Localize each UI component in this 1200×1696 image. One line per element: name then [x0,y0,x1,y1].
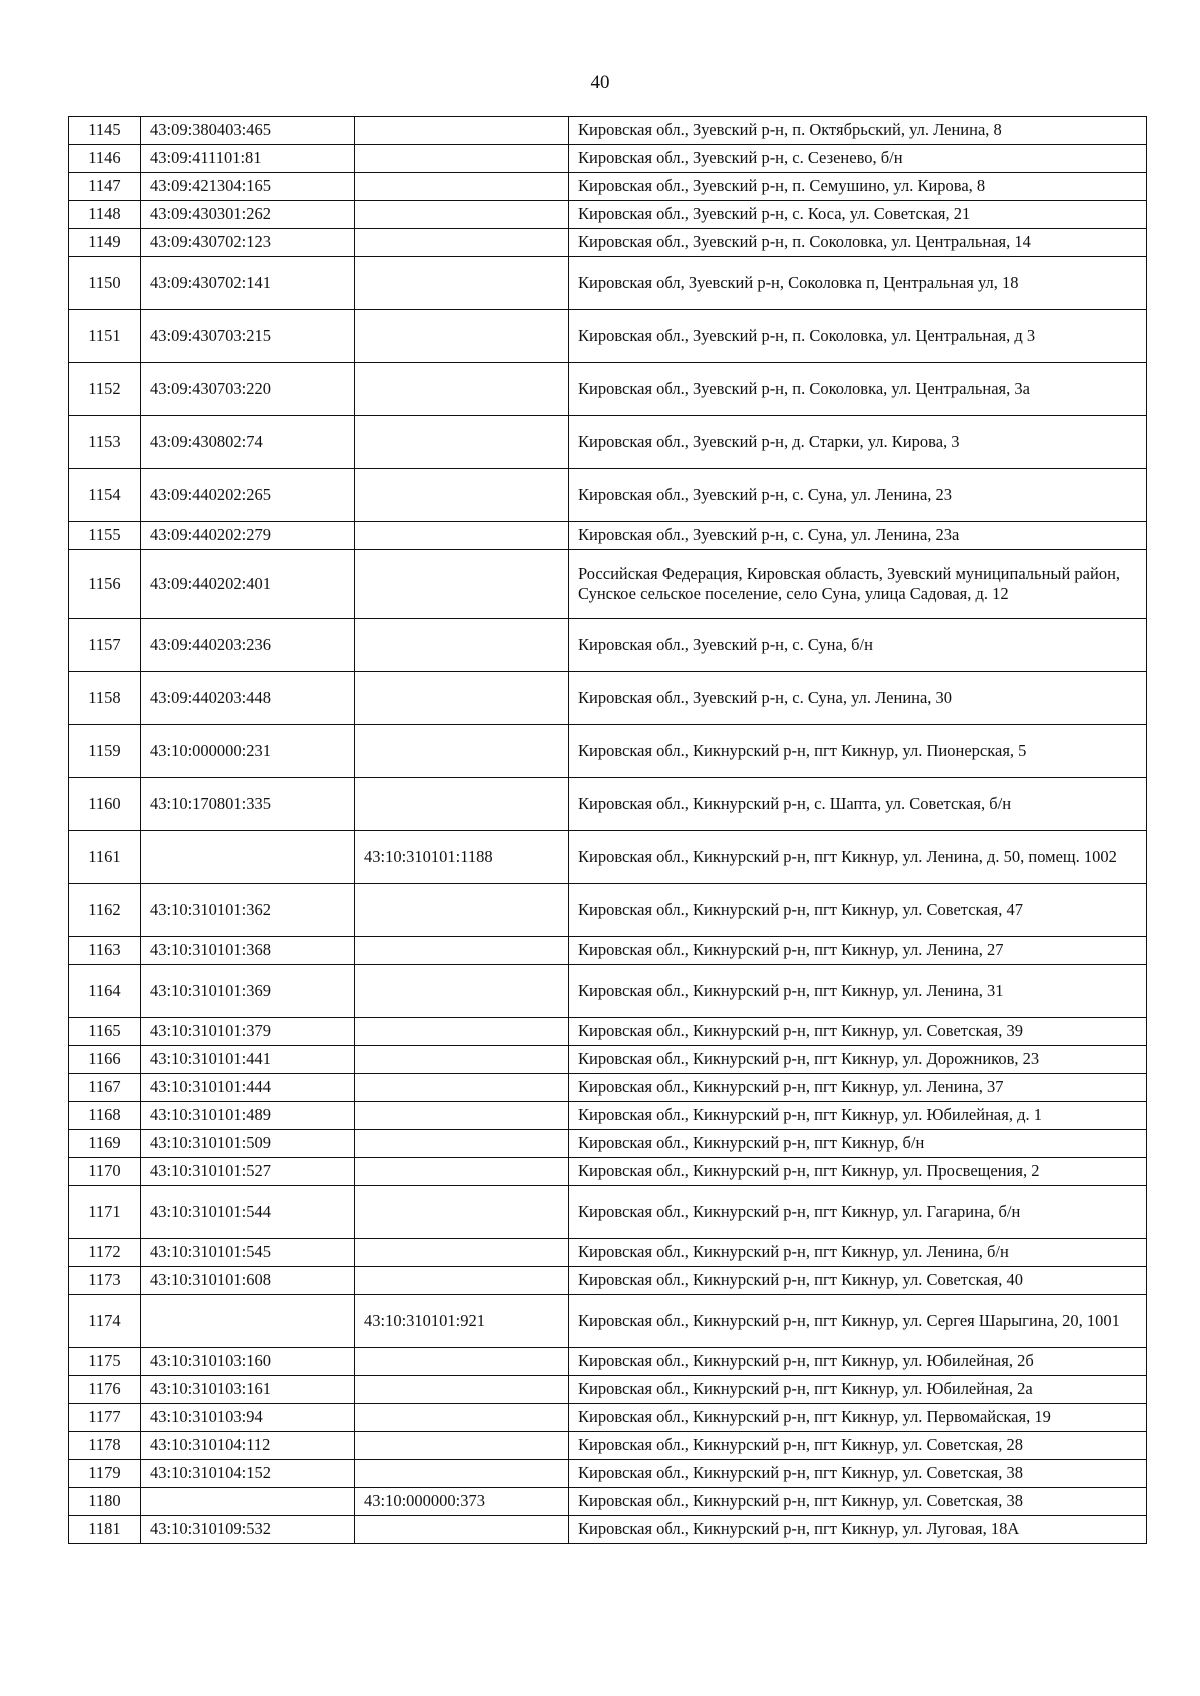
table-row [69,884,1147,937]
address-cell: Кировская обл, Зуевский р-н, Соколовка п, Центральная ул, 18 [569,257,1147,310]
premises-number-cell [355,1404,569,1432]
premises-number-cell [355,550,569,619]
cadastral-number-cell: 43:10:000000:231 [141,725,355,778]
table-row [69,1018,1147,1046]
table-row [69,201,1147,229]
premises-number-cell: 43:10:310101:1188 [355,831,569,884]
premises-number-cell [355,619,569,672]
cadastral-number-cell: 43:10:310101:527 [141,1158,355,1186]
cadastral-number-cell: 43:09:411101:81 [141,145,355,173]
table-row [69,522,1147,550]
page-number: 40 [590,72,610,93]
row-number-cell: 1169 [69,1130,141,1158]
row-number-cell: 1174 [69,1295,141,1348]
row-number-cell: 1158 [69,672,141,725]
table-row [69,1158,1147,1186]
table-row [69,937,1147,965]
premises-number-cell [355,778,569,831]
row-number-cell: 1172 [69,1239,141,1267]
table-row [69,1488,1147,1516]
premises-number-cell [355,1267,569,1295]
table-row [69,1432,1147,1460]
premises-number-cell [355,1130,569,1158]
address-cell: Кировская обл., Зуевский р-н, п. Соколовка, ул. Центральная, 3а [569,363,1147,416]
table-row [69,257,1147,310]
address-cell: Кировская обл., Зуевский р-н, с. Суна, ул. Ленина, 23 [569,469,1147,522]
cadastral-number-cell: 43:10:310101:545 [141,1239,355,1267]
address-cell: Кировская обл., Кикнурский р-н, пгт Кикнур, ул. Советская, 47 [569,884,1147,937]
premises-number-cell [355,229,569,257]
premises-number-cell [355,1186,569,1239]
address-cell: Кировская обл., Зуевский р-н, с. Суна, ул. Ленина, 23а [569,522,1147,550]
address-cell: Кировская обл., Зуевский р-н, п. Соколовка, ул. Центральная, д 3 [569,310,1147,363]
address-cell: Кировская обл., Кикнурский р-н, пгт Кикнур, ул. Ленина, д. 50, помещ. 1002 [569,831,1147,884]
premises-number-cell [355,1432,569,1460]
cadastral-number-cell: 43:10:310101:441 [141,1046,355,1074]
premises-number-cell [355,1516,569,1544]
row-number-cell: 1161 [69,831,141,884]
table-row [69,229,1147,257]
row-number-cell: 1152 [69,363,141,416]
premises-number-cell [355,1158,569,1186]
premises-number-cell [355,310,569,363]
cadastral-number-cell: 43:09:440202:279 [141,522,355,550]
address-cell: Кировская обл., Зуевский р-н, д. Старки, ул. Кирова, 3 [569,416,1147,469]
table-row [69,310,1147,363]
row-number-cell: 1150 [69,257,141,310]
address-cell: Кировская обл., Кикнурский р-н, пгт Кикнур, ул. Луговая, 18А [569,1516,1147,1544]
premises-number-cell [355,363,569,416]
cadastral-number-cell: 43:09:430703:215 [141,310,355,363]
premises-number-cell [355,1074,569,1102]
row-number-cell: 1151 [69,310,141,363]
table-row [69,1295,1147,1348]
cadastral-number-cell: 43:10:310101:544 [141,1186,355,1239]
property-table-body [69,117,1147,1544]
table-row [69,1239,1147,1267]
address-cell: Кировская обл., Кикнурский р-н, пгт Кикнур, ул. Советская, 28 [569,1432,1147,1460]
row-number-cell: 1155 [69,522,141,550]
address-cell: Кировская обл., Кикнурский р-н, с. Шапта, ул. Советская, б/н [569,778,1147,831]
address-cell: Кировская обл., Кикнурский р-н, пгт Кикнур, ул. Ленина, 31 [569,965,1147,1018]
address-cell: Кировская обл., Кикнурский р-н, пгт Кикнур, ул. Сергея Шарыгина, 20, 1001 [569,1295,1147,1348]
address-cell: Кировская обл., Кикнурский р-н, пгт Кикнур, ул. Просвещения, 2 [569,1158,1147,1186]
cadastral-number-cell: 43:09:430702:141 [141,257,355,310]
premises-number-cell [355,173,569,201]
premises-number-cell [355,1460,569,1488]
row-number-cell: 1178 [69,1432,141,1460]
premises-number-cell [355,1046,569,1074]
cadastral-number-cell: 43:10:310101:368 [141,937,355,965]
premises-number-cell [355,522,569,550]
table-row [69,173,1147,201]
row-number-cell: 1177 [69,1404,141,1432]
cadastral-number-cell: 43:10:310103:160 [141,1348,355,1376]
premises-number-cell [355,469,569,522]
row-number-cell: 1159 [69,725,141,778]
address-cell: Кировская обл., Зуевский р-н, с. Коса, ул. Советская, 21 [569,201,1147,229]
row-number-cell: 1146 [69,145,141,173]
address-cell: Кировская обл., Зуевский р-н, с. Сезенево, б/н [569,145,1147,173]
table-row [69,550,1147,619]
premises-number-cell [355,725,569,778]
cadastral-number-cell: 43:10:310101:369 [141,965,355,1018]
row-number-cell: 1173 [69,1267,141,1295]
cadastral-number-cell: 43:10:310103:161 [141,1376,355,1404]
address-cell: Российская Федерация, Кировская область, Зуевский муниципальный район, Сунское сельское поселение, село Суна, улица Садовая, д. 12 [569,550,1147,619]
address-cell: Кировская обл., Кикнурский р-н, пгт Кикнур, ул. Ленина, 37 [569,1074,1147,1102]
cadastral-number-cell [141,831,355,884]
row-number-cell: 1145 [69,117,141,145]
premises-number-cell [355,416,569,469]
table-row [69,1186,1147,1239]
table-row [69,725,1147,778]
table-row [69,672,1147,725]
row-number-cell: 1171 [69,1186,141,1239]
row-number-cell: 1162 [69,884,141,937]
cadastral-number-cell: 43:10:170801:335 [141,778,355,831]
cadastral-number-cell: 43:10:310101:608 [141,1267,355,1295]
cadastral-number-cell: 43:09:440202:401 [141,550,355,619]
cadastral-number-cell: 43:09:430702:123 [141,229,355,257]
address-cell: Кировская обл., Кикнурский р-н, пгт Кикнур, ул. Пионерская, 5 [569,725,1147,778]
cadastral-number-cell: 43:10:310104:152 [141,1460,355,1488]
cadastral-number-cell [141,1488,355,1516]
row-number-cell: 1176 [69,1376,141,1404]
cadastral-number-cell: 43:10:310101:362 [141,884,355,937]
row-number-cell: 1148 [69,201,141,229]
row-number-cell: 1179 [69,1460,141,1488]
premises-number-cell [355,257,569,310]
table-row [69,1516,1147,1544]
address-cell: Кировская обл., Кикнурский р-н, пгт Кикнур, б/н [569,1130,1147,1158]
address-cell: Кировская обл., Зуевский р-н, п. Семушино, ул. Кирова, 8 [569,173,1147,201]
row-number-cell: 1180 [69,1488,141,1516]
cadastral-number-cell [141,1295,355,1348]
premises-number-cell [355,201,569,229]
row-number-cell: 1165 [69,1018,141,1046]
address-cell: Кировская обл., Кикнурский р-н, пгт Кикнур, ул. Гагарина, б/н [569,1186,1147,1239]
premises-number-cell: 43:10:310101:921 [355,1295,569,1348]
cadastral-number-cell: 43:09:440202:265 [141,469,355,522]
address-cell: Кировская обл., Кикнурский р-н, пгт Кикнур, ул. Советская, 38 [569,1460,1147,1488]
premises-number-cell [355,1376,569,1404]
table-row [69,363,1147,416]
cadastral-number-cell: 43:10:310104:112 [141,1432,355,1460]
row-number-cell: 1154 [69,469,141,522]
cadastral-number-cell: 43:10:310101:444 [141,1074,355,1102]
cadastral-number-cell: 43:09:430802:74 [141,416,355,469]
row-number-cell: 1164 [69,965,141,1018]
cadastral-number-cell: 43:10:310109:532 [141,1516,355,1544]
property-table [68,116,1147,1544]
address-cell: Кировская обл., Кикнурский р-н, пгт Кикнур, ул. Советская, 39 [569,1018,1147,1046]
premises-number-cell [355,1018,569,1046]
address-cell: Кировская обл., Кикнурский р-н, пгт Кикнур, ул. Первомайская, 19 [569,1404,1147,1432]
table-row [69,1074,1147,1102]
address-cell: Кировская обл., Кикнурский р-н, пгт Кикнур, ул. Советская, 40 [569,1267,1147,1295]
cadastral-number-cell: 43:10:310101:509 [141,1130,355,1158]
address-cell: Кировская обл., Кикнурский р-н, пгт Кикнур, ул. Ленина, б/н [569,1239,1147,1267]
table-row [69,831,1147,884]
table-row [69,1046,1147,1074]
address-cell: Кировская обл., Зуевский р-н, п. Октябрьский, ул. Ленина, 8 [569,117,1147,145]
premises-number-cell [355,1102,569,1130]
table-row [69,965,1147,1018]
table-row [69,1348,1147,1376]
premises-number-cell [355,1239,569,1267]
row-number-cell: 1175 [69,1348,141,1376]
row-number-cell: 1181 [69,1516,141,1544]
premises-number-cell: 43:10:000000:373 [355,1488,569,1516]
row-number-cell: 1156 [69,550,141,619]
row-number-cell: 1163 [69,937,141,965]
address-cell: Кировская обл., Кикнурский р-н, пгт Кикнур, ул. Юбилейная, 2а [569,1376,1147,1404]
table-row [69,469,1147,522]
table-row [69,1102,1147,1130]
cadastral-number-cell: 43:09:380403:465 [141,117,355,145]
premises-number-cell [355,672,569,725]
address-cell: Кировская обл., Кикнурский р-н, пгт Кикнур, ул. Юбилейная, д. 1 [569,1102,1147,1130]
table-row [69,416,1147,469]
row-number-cell: 1147 [69,173,141,201]
row-number-cell: 1167 [69,1074,141,1102]
premises-number-cell [355,884,569,937]
address-cell: Кировская обл., Кикнурский р-н, пгт Кикнур, ул. Советская, 38 [569,1488,1147,1516]
table-row [69,117,1147,145]
premises-number-cell [355,145,569,173]
row-number-cell: 1170 [69,1158,141,1186]
row-number-cell: 1153 [69,416,141,469]
table-row [69,1460,1147,1488]
table-row [69,1404,1147,1432]
premises-number-cell [355,965,569,1018]
cadastral-number-cell: 43:09:440203:448 [141,672,355,725]
address-cell: Кировская обл., Кикнурский р-н, пгт Кикнур, ул. Ленина, 27 [569,937,1147,965]
address-cell: Кировская обл., Кикнурский р-н, пгт Кикнур, ул. Юбилейная, 2б [569,1348,1147,1376]
address-cell: Кировская обл., Зуевский р-н, с. Суна, б/н [569,619,1147,672]
premises-number-cell [355,117,569,145]
table-row [69,1130,1147,1158]
cadastral-number-cell: 43:09:430703:220 [141,363,355,416]
table-row [69,1376,1147,1404]
address-cell: Кировская обл., Зуевский р-н, п. Соколовка, ул. Центральная, 14 [569,229,1147,257]
cadastral-number-cell: 43:10:310103:94 [141,1404,355,1432]
row-number-cell: 1160 [69,778,141,831]
table-row [69,778,1147,831]
address-cell: Кировская обл., Кикнурский р-н, пгт Кикнур, ул. Дорожников, 23 [569,1046,1147,1074]
premises-number-cell [355,937,569,965]
table-row [69,619,1147,672]
cadastral-number-cell: 43:09:421304:165 [141,173,355,201]
row-number-cell: 1168 [69,1102,141,1130]
cadastral-number-cell: 43:09:430301:262 [141,201,355,229]
table-row [69,1267,1147,1295]
cadastral-number-cell: 43:09:440203:236 [141,619,355,672]
row-number-cell: 1149 [69,229,141,257]
address-cell: Кировская обл., Зуевский р-н, с. Суна, ул. Ленина, 30 [569,672,1147,725]
table-row [69,145,1147,173]
premises-number-cell [355,1348,569,1376]
cadastral-number-cell: 43:10:310101:489 [141,1102,355,1130]
cadastral-number-cell: 43:10:310101:379 [141,1018,355,1046]
row-number-cell: 1157 [69,619,141,672]
row-number-cell: 1166 [69,1046,141,1074]
